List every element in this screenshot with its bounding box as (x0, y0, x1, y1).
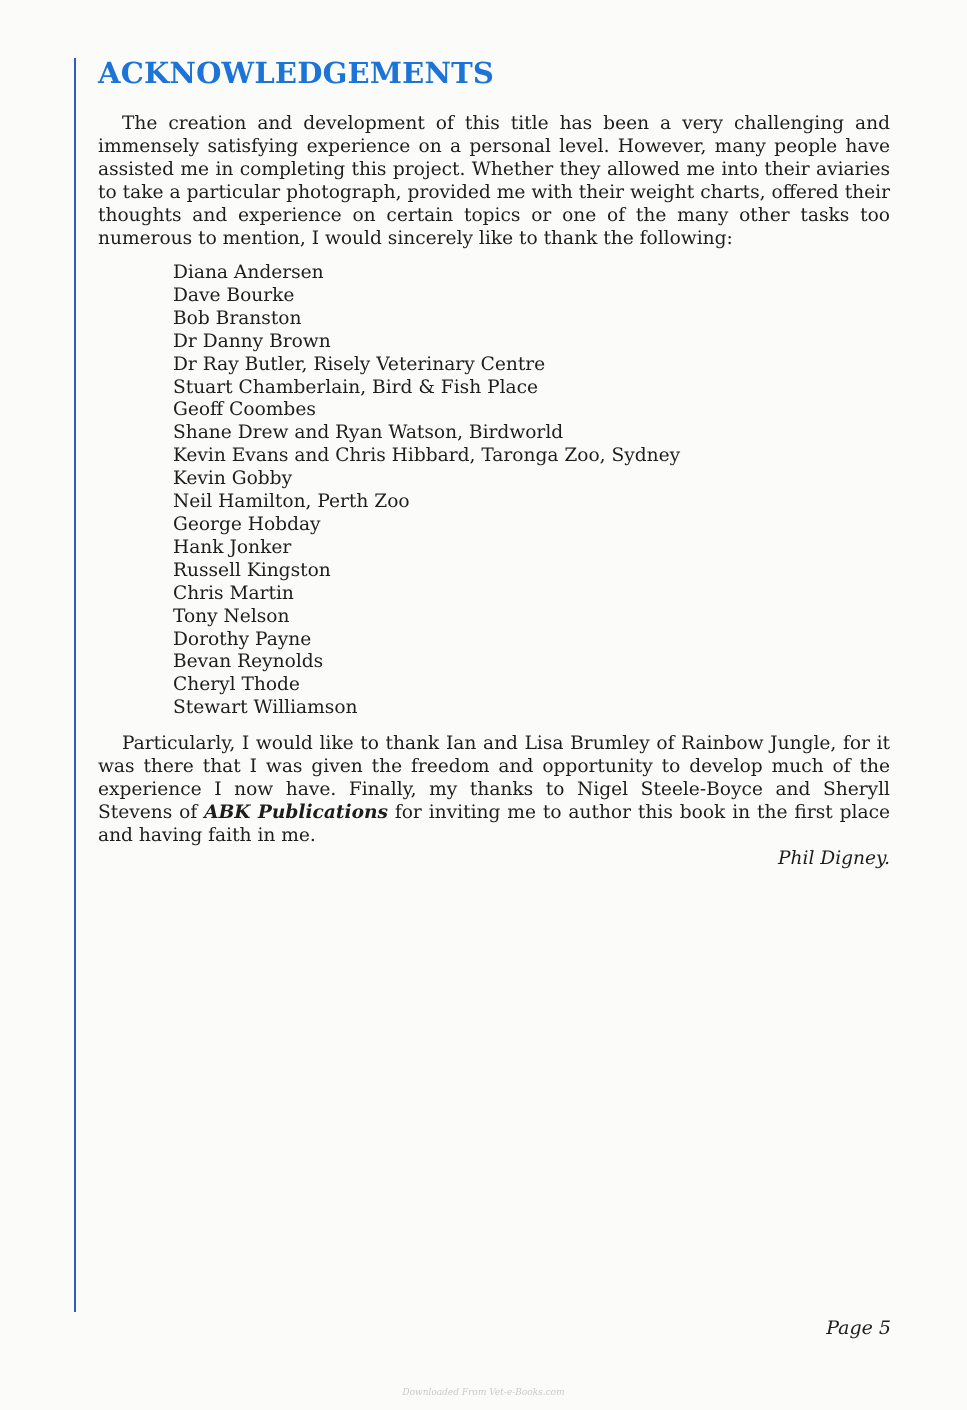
acknowledged-names-list (98, 262, 890, 720)
name-list-item: Tony Nelson (173, 605, 290, 627)
name-list-item: Bevan Reynolds (173, 651, 324, 673)
intro-paragraph: The creation and development of this title has been a very challenging and immensely satisfying experience on a personal level. However, many people have assisted me in completing this project. Whether they allowed me into their aviaries to take a particular photograph, provided me with their weight charts, offered their thoughts and experience on certain topics or one of the many other tasks too numerous to mention, I would sincerely like to thank the following: (98, 113, 890, 249)
publisher-name: ABK Publications (204, 802, 388, 824)
page-number: Page 5 (826, 1317, 891, 1339)
name-list-item: Hank Jonker (173, 536, 292, 558)
name-list-item: Kevin Gobby (173, 468, 293, 490)
closing-text-end: for inviting me to author this book in the first place and having faith in me. (98, 802, 890, 847)
name-list-item: Dorothy Payne (173, 628, 312, 650)
name-list-item: Russell Kingston (173, 559, 331, 581)
name-list-item: Neil Hamilton, Perth Zoo (173, 491, 410, 513)
closing-text-start: Particularly, I would like to thank Ian and Lisa Brumley of Rainbow Jungle, for it was there that I was given the freedom and opportunity to develop much of the experience I now have. Finally, my thanks to Nigel Steele-Boyce and Sheryll Stevens of (98, 733, 890, 824)
name-list-item: Kevin Evans and Chris Hibbard, Taronga Zoo, Sydney (173, 445, 681, 467)
name-list-item: Dr Ray Butler, Risely Veterinary Centre (173, 353, 546, 375)
name-list-item: Shane Drew and Ryan Watson, Birdworld (173, 422, 564, 444)
author-signature: Phil Digney. (778, 848, 890, 870)
name-list-item: Stuart Chamberlain, Bird & Fish Place (173, 376, 539, 398)
closing-paragraph (98, 732, 890, 847)
name-list-item: Cheryl Thode (173, 674, 300, 696)
footer-watermark: Downloaded From Vet-e-Books.com (402, 1388, 565, 1398)
name-list-item: Stewart Williamson (173, 697, 358, 719)
name-list-item: George Hobday (173, 513, 321, 535)
name-list-item: Dave Bourke (173, 284, 295, 306)
page-title: ACKNOWLEDGEMENTS (98, 56, 495, 90)
margin-rule (74, 58, 76, 1312)
name-list-item: Diana Andersen (173, 262, 324, 283)
name-list-item: Bob Branston (173, 307, 302, 329)
acknowledgements-body (98, 112, 890, 870)
name-list-item: Geoff Coombes (173, 399, 316, 421)
name-list-item: Dr Danny Brown (173, 330, 331, 352)
name-list-item: Chris Martin (173, 582, 294, 604)
